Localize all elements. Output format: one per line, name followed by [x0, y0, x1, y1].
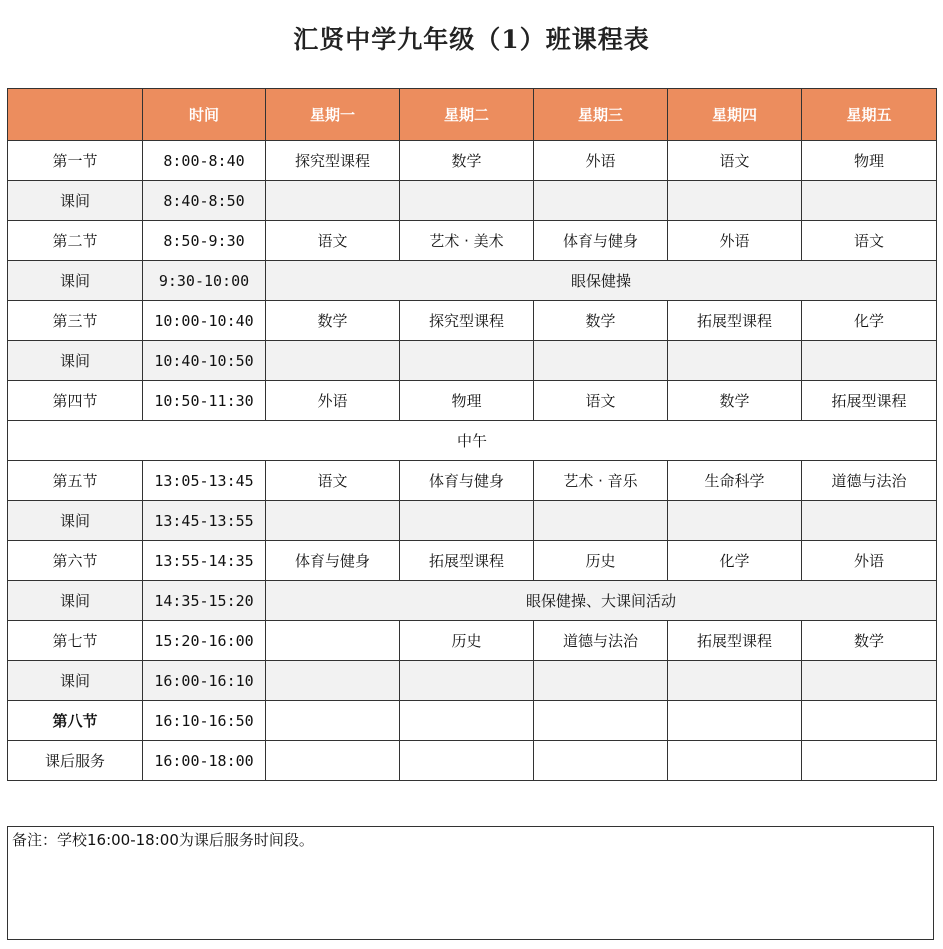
- subject-cell: [668, 181, 802, 221]
- subject-cell: [400, 661, 534, 701]
- subject-cell: 语文: [266, 461, 400, 501]
- subject-cell: [400, 741, 534, 781]
- subject-cell: 物理: [802, 141, 937, 181]
- break-row: [8, 181, 937, 221]
- noon-cell: 中午: [8, 421, 937, 461]
- subject-cell: [802, 741, 937, 781]
- subject-cell: [266, 181, 400, 221]
- period-label: 第六节: [8, 541, 143, 581]
- subject-cell: 数学: [534, 301, 668, 341]
- subject-cell: [534, 341, 668, 381]
- time-cell: 8:40-8:50: [143, 181, 266, 221]
- page-title: 汇贤中学九年级（1）班课程表: [293, 25, 650, 54]
- time-cell: 14:35-15:20: [143, 581, 266, 621]
- period-row: [8, 381, 937, 421]
- period-label: 第七节: [8, 621, 143, 661]
- header-row: [8, 89, 937, 141]
- subject-cell: 物理: [400, 381, 534, 421]
- subject-cell: 外语: [802, 541, 937, 581]
- subject-cell: [266, 661, 400, 701]
- subject-cell: 化学: [802, 301, 937, 341]
- time-cell: 8:50-9:30: [143, 221, 266, 261]
- subject-cell: [534, 741, 668, 781]
- period-label: 第二节: [8, 221, 143, 261]
- period-row: [8, 461, 937, 501]
- period-label: 第一节: [8, 141, 143, 181]
- time-cell: 9:30-10:00: [143, 261, 266, 301]
- period-label: 第三节: [8, 301, 143, 341]
- subject-cell: [400, 341, 534, 381]
- period-row: [8, 221, 937, 261]
- period-label: 课间: [8, 661, 143, 701]
- subject-cell: 拓展型课程: [400, 541, 534, 581]
- period-label: 第五节: [8, 461, 143, 501]
- subject-cell: [802, 661, 937, 701]
- time-cell: 10:40-10:50: [143, 341, 266, 381]
- subject-cell: 探究型课程: [400, 301, 534, 341]
- subject-cell: 语文: [266, 221, 400, 261]
- period-label: 第八节: [8, 701, 143, 741]
- subject-cell: [668, 341, 802, 381]
- time-cell: 10:50-11:30: [143, 381, 266, 421]
- period-row: [8, 621, 937, 661]
- subject-cell: [802, 701, 937, 741]
- period-row: [8, 141, 937, 181]
- subject-cell: [802, 181, 937, 221]
- time-cell: 10:00-10:40: [143, 301, 266, 341]
- period-label: 课间: [8, 341, 143, 381]
- subject-cell: 数学: [400, 141, 534, 181]
- header-wednesday: 星期三: [534, 89, 668, 141]
- subject-cell: [802, 341, 937, 381]
- time-cell: 15:20-16:00: [143, 621, 266, 661]
- noon-row: [8, 421, 937, 461]
- time-cell: 16:00-18:00: [143, 741, 266, 781]
- period-label: 课间: [8, 581, 143, 621]
- subject-cell: 语文: [668, 141, 802, 181]
- period-label: 课间: [8, 261, 143, 301]
- period-row: [8, 541, 937, 581]
- subject-cell: 外语: [266, 381, 400, 421]
- subject-cell: 数学: [266, 301, 400, 341]
- break-row: [8, 341, 937, 381]
- subject-cell: [266, 341, 400, 381]
- remarks-box: 备注：学校16:00-18:00为课后服务时间段。: [7, 826, 934, 940]
- break-row: [8, 501, 937, 541]
- subject-cell: 体育与健身: [266, 541, 400, 581]
- header-thursday: 星期四: [668, 89, 802, 141]
- break-row: [8, 661, 937, 701]
- subject-cell: [534, 661, 668, 701]
- break-activity-cell: 眼保健操: [266, 261, 937, 301]
- subject-cell: 体育与健身: [400, 461, 534, 501]
- break-row: [8, 581, 937, 621]
- subject-cell: [668, 501, 802, 541]
- period-row: [8, 301, 937, 341]
- subject-cell: 数学: [668, 381, 802, 421]
- subject-cell: 拓展型课程: [802, 381, 937, 421]
- time-cell: 13:45-13:55: [143, 501, 266, 541]
- subject-cell: [668, 741, 802, 781]
- period-label: 课后服务: [8, 741, 143, 781]
- subject-cell: 体育与健身: [534, 221, 668, 261]
- time-cell: 13:55-14:35: [143, 541, 266, 581]
- subject-cell: 历史: [534, 541, 668, 581]
- header-blank-cell: [8, 89, 143, 141]
- subject-cell: [400, 181, 534, 221]
- time-cell: 16:00-16:10: [143, 661, 266, 701]
- subject-cell: 探究型课程: [266, 141, 400, 181]
- subject-cell: 语文: [534, 381, 668, 421]
- period-row: [8, 701, 937, 741]
- period-label: 课间: [8, 181, 143, 221]
- time-cell: 16:10-16:50: [143, 701, 266, 741]
- schedule-body: [8, 141, 937, 781]
- time-cell: 13:05-13:45: [143, 461, 266, 501]
- period-label: 课间: [8, 501, 143, 541]
- subject-cell: [266, 701, 400, 741]
- period-label: 第四节: [8, 381, 143, 421]
- subject-cell: [266, 621, 400, 661]
- header-friday: 星期五: [802, 89, 937, 141]
- break-activity-cell: 眼保健操、大课间活动: [266, 581, 937, 621]
- subject-cell: [534, 501, 668, 541]
- header-time: 时间: [143, 89, 266, 141]
- header-monday: 星期一: [266, 89, 400, 141]
- break-row: [8, 261, 937, 301]
- subject-cell: [534, 701, 668, 741]
- subject-cell: 生命科学: [668, 461, 802, 501]
- subject-cell: [400, 701, 534, 741]
- subject-cell: [668, 661, 802, 701]
- subject-cell: 外语: [668, 221, 802, 261]
- schedule-table: [7, 88, 937, 781]
- subject-cell: [534, 181, 668, 221]
- subject-cell: 历史: [400, 621, 534, 661]
- subject-cell: 艺术 · 美术: [400, 221, 534, 261]
- subject-cell: 道德与法治: [534, 621, 668, 661]
- period-row: [8, 741, 937, 781]
- subject-cell: [400, 501, 534, 541]
- subject-cell: 道德与法治: [802, 461, 937, 501]
- subject-cell: [802, 501, 937, 541]
- subject-cell: [668, 701, 802, 741]
- subject-cell: [266, 501, 400, 541]
- subject-cell: 数学: [802, 621, 937, 661]
- subject-cell: 拓展型课程: [668, 621, 802, 661]
- subject-cell: 外语: [534, 141, 668, 181]
- subject-cell: 拓展型课程: [668, 301, 802, 341]
- header-tuesday: 星期二: [400, 89, 534, 141]
- subject-cell: 语文: [802, 221, 937, 261]
- subject-cell: [266, 741, 400, 781]
- time-cell: 8:00-8:40: [143, 141, 266, 181]
- subject-cell: 艺术 · 音乐: [534, 461, 668, 501]
- subject-cell: 化学: [668, 541, 802, 581]
